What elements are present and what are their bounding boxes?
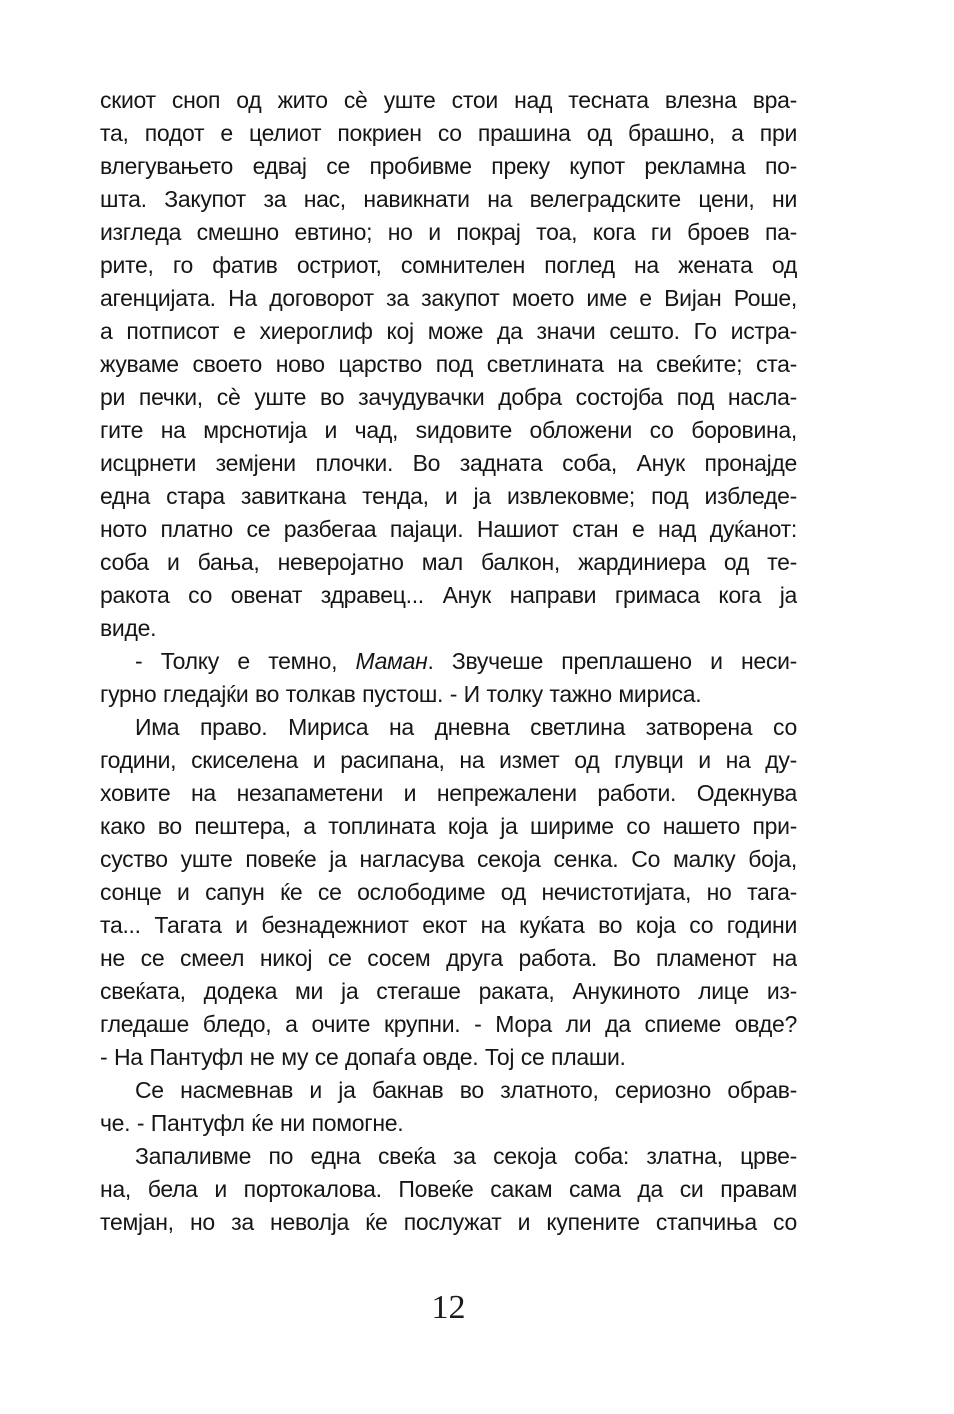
text-line: жуваме своето ново царство под светлината на свеќите; ста-	[100, 351, 797, 377]
text-line: не се смеел никој се сосем друга работа. Во пламенот на	[100, 945, 797, 971]
text-line: влегувањето едвај се пробивме преку купот рекламна по-	[100, 153, 797, 179]
text-line: темјан, но за неволја ќе послужат и купените стапчиња со	[100, 1209, 797, 1235]
text-line: ри печки, сѐ уште во зачудувачки добра состојба под насла-	[100, 384, 797, 410]
text-segment: . Звучеше преплашено и неси-	[427, 648, 797, 674]
text-line: агенцијата. На договорот за закупот моето име е Вијан Роше,	[100, 285, 797, 311]
text-line: ракота со овенат здравец... Анук направи гримаса кога ја	[100, 582, 797, 608]
text-line: години, скиселена и расипана, на измет од глувци и на ду-	[100, 747, 797, 773]
text-line: свеќата, додека ми ја стегаше раката, Анукиното лице из-	[100, 978, 797, 1004]
body-text	[100, 84, 797, 1239]
text-line: шта. Закупот за нас, навикнати на велеградските цени, ни	[100, 186, 797, 212]
text-line: гурно гледајќи во толкав пустош. - И толку тажно мириса.	[100, 681, 702, 707]
text-line: Има право. Мириса на дневна светлина затворена со	[135, 714, 797, 740]
text-line: ховите на незапаметени и непрежалени работи. Одекнува	[100, 780, 797, 806]
text-line: изгледа смешно евтино; но и покрај тоа, кога ги броев па-	[100, 219, 797, 245]
text-line: - На Пантуфл не му се допаѓа овде. Тој се плаши.	[100, 1044, 626, 1070]
text-line: суство уште повеќе ја нагласува секоја сенка. Со малку боја,	[100, 846, 797, 872]
text-line: Запаливме по една свеќа за секоја соба: златна, црве-	[135, 1143, 797, 1169]
text-line: та... Тагата и безнадежниот екот на куќата во која со години	[100, 912, 797, 938]
text-line: гите на мрснотија и чад, ѕидовите обложени со боровина,	[100, 417, 797, 443]
text-line: гледаше бледо, а очите крупни. - Мора ли да спиеме овде?	[100, 1011, 797, 1037]
text-line: виде.	[100, 615, 157, 641]
page-number: 12	[431, 1289, 466, 1326]
text-line: на, бела и портокалова. Повеќе сакам сама да си правам	[100, 1176, 797, 1202]
text-line: како во пештера, а топлината која ја шириме со нашето при-	[100, 813, 797, 839]
text-line: че. - Пантуфл ќе ни помогне.	[100, 1110, 404, 1136]
text-line: една стара завиткана тенда, и ја извлековме; под избледе-	[100, 483, 797, 509]
text-line: а потписот е хиероглиф кој може да значи сешто. Го истра-	[100, 318, 797, 344]
text-line: рите, го фатив остриот, сомнителен поглед на жената од	[100, 252, 797, 278]
text-line: соба и бања, неверојатно мал балкон, жардиниера од те-	[100, 549, 797, 575]
text-line	[100, 645, 797, 678]
text-segment: - Толку е темно,	[135, 648, 356, 674]
text-line: скиот сноп од жито сѐ уште стои над тесната влезна вра-	[100, 87, 797, 113]
italic-word: Маман	[355, 648, 428, 674]
text-line: сонце и сапун ќе се ослободиме од нечистотијата, но тага-	[100, 879, 797, 905]
text-line: ното платно се разбегаа пајаци. Нашиот стан е над дуќанот:	[100, 516, 797, 542]
text-line: исцрнети земјени плочки. Во задната соба, Анук пронајде	[100, 450, 797, 476]
text-line: та, подот е целиот покриен со прашина од брашно, а при	[100, 120, 797, 146]
text-line: Се насмевнав и ја бакнав во златното, сериозно обрав-	[135, 1077, 797, 1103]
